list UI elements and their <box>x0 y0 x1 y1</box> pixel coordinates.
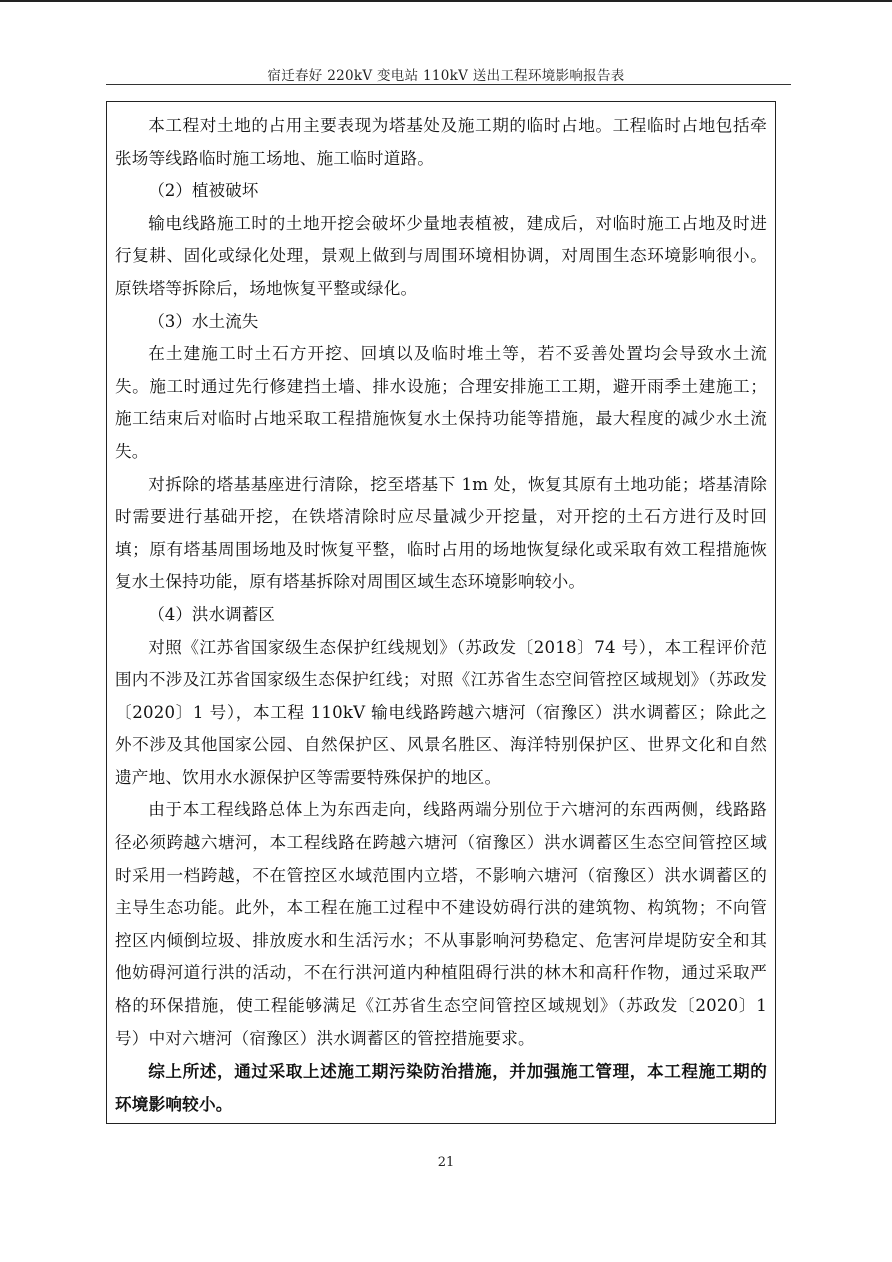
paragraph-vegetation: 输电线路施工时的土地开挖会破坏少量地表植被，建成后，对临时施工占地及时进行复耕、固化或绿化处理，景观上做到与周围环境相协调，对周围生态环境影响很小。原铁塔等拆除后，场地恢复平整或绿化。 <box>115 213 767 298</box>
paragraph-river-crossing: 由于本工程线路总体上为东西走向，线路两端分别位于六塘河的东西两侧，线路路径必须跨越六塘河，本工程线路在跨越六塘河（宿豫区）洪水调蓄区生态空间管控区域时采用一档跨越，不在管控区水域范围内立塔，不影响六塘河（宿豫区）洪水调蓄区的主导生态功能。此外，本工程在施工过程中不建设妨碍行洪的建筑物、构筑物；不向管控区内倾倒垃圾、排放废水和生活污水；不从事影响河势稳定、危害河岸堤防安全和其他妨碍河道行洪的活动，不在行洪河道内种植阻碍行洪的林木和高秆作物，通过采取严格的环保措施，使工程能够满足《江苏省生态空间管控区域规划》（苏政发〔2020〕1 号）中对六塘河（宿豫区）洪水调蓄区的管控措施要求。 <box>115 800 767 1048</box>
page-header-title: 宿迁春好 220kV 变电站 110kV 送出工程环境影响报告表 <box>267 68 625 84</box>
paragraph-conclusion: 综上所述，通过采取上述施工期污染防治措施，并加强施工管理，本工程施工期的环境影响较小。 <box>115 1061 767 1114</box>
content-table-cell <box>106 101 776 1124</box>
paragraph-soil-erosion: 在土建施工时土石方开挖、回填以及临时堆土等，若不妥善处置均会导致水土流失。施工时通过先行修建挡土墙、排水设施；合理安排施工工期，避开雨季土建施工；施工结束后对临时占地采取工程措施恢复水土保持功能等措施，最大程度的减少水土流失。 <box>115 344 767 461</box>
header-divider <box>106 84 791 85</box>
page-number: 21 <box>437 1155 455 1170</box>
section-heading-soil-erosion: （3）水土流失 <box>148 311 259 331</box>
paragraph-ecological-redline: 对照《江苏省国家级生态保护红线规划》（苏政发〔2018〕74 号），本工程评价范围内不涉及江苏省国家级生态保护红线；对照《江苏省生态空间管控区域规划》（苏政发〔2020〕1 号），本工程 110kV 输电线路跨越六塘河（宿豫区）洪水调蓄区；除此之外不涉及其他国家公园、自然保护区、风景名胜区、海洋特别保护区、世界文化和自然遗产地、饮用水水源保护区等需要特殊保护的地区。 <box>115 637 767 787</box>
paragraph-land-occupation: 本工程对土地的占用主要表现为塔基处及施工期的临时占地。工程临时占地包括牵张场等线路临时施工场地、施工临时道路。 <box>115 116 767 168</box>
section-heading-flood-storage: （4）洪水调蓄区 <box>148 604 275 624</box>
section-heading-vegetation: （2）植被破坏 <box>148 181 259 201</box>
top-border-line <box>0 0 892 2</box>
paragraph-tower-removal: 对拆除的塔基基座进行清除，挖至塔基下 1m 处，恢复其原有土地功能；塔基清除时需要进行基础开挖，在铁塔清除时应尽量减少开挖量，对开挖的土石方进行及时回填；原有塔基周围场地及时恢复平整，临时占用的场地恢复绿化或采取有效工程措施恢复水土保持功能，原有塔基拆除对周围区域生态环境影响较小。 <box>115 474 767 592</box>
